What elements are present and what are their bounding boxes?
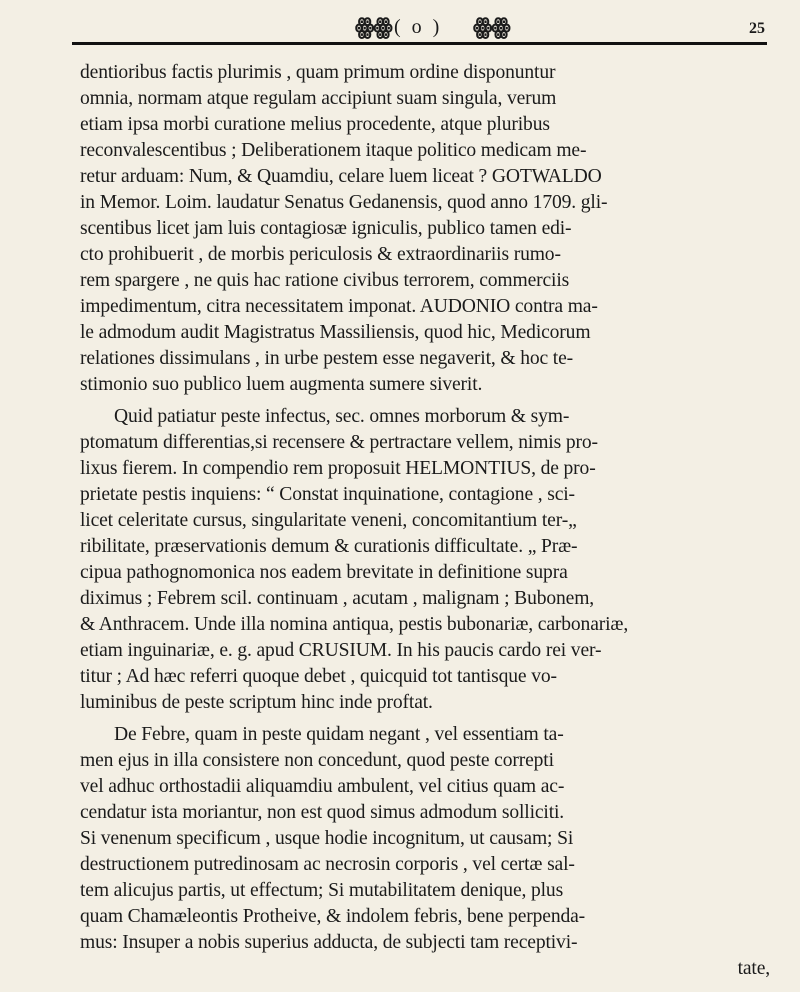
text-line: luminibus de peste scriptum hinc inde proftat. [80, 692, 433, 713]
text-line: ptomatum differentias,si recensere & pertractare vellem, nimis pro- [80, 432, 598, 453]
text-line: titur ; Ad hæc referri quoque debet , quicquid tot tantisque vo- [80, 666, 557, 687]
page-body [80, 60, 770, 982]
text-line: men ejus in illa consistere non concedunt, quod peste correpti [80, 750, 554, 771]
text-line: etiam ipsa morbi curatione melius procedente, atque pluribus [80, 114, 550, 135]
text-line: stimonio suo publico luem augmenta sumere siverit. [80, 374, 483, 395]
text-line: vel adhuc orthostadii aliquamdiu ambulent, vel citius quam ac- [80, 776, 565, 797]
text-line: prietate pestis inquiens: “ Constat inquinatione, contagione , sci- [80, 484, 575, 505]
paragraph-3 [80, 722, 770, 956]
text-line: destructionem putredinosam ac necrosin corporis , vel certæ sal- [80, 854, 575, 875]
catchword: tate, [737, 958, 770, 979]
text-line: retur arduam: Num, & Quamdiu, celare luem liceat ? GOTWALDO [80, 166, 602, 187]
text-line: cto prohibuerit , de morbis periculosis & extraordinariis rumo- [80, 244, 561, 265]
text-line: cendatur ista moriantur, non est quod simus admodum solliciti. [80, 802, 565, 823]
text-line: rem spargere , ne quis hac ratione civibus terrorem, commerciis [80, 270, 570, 291]
text-line: tem alicujus partis, ut effectum; Si mutabilitatem denique, plus [80, 880, 564, 901]
text-line: scentibus licet jam luis contagiosæ igniculis, publico tamen edi- [80, 218, 572, 239]
text-line: le admodum audit Magistratus Massiliensis, quod hic, Medicorum [80, 322, 591, 343]
text-line: impedimentum, citra necessitatem imponat. AUDONIO contra ma- [80, 296, 598, 317]
text-line: ribilitate, præservationis demum & curationis difficultate. „ Præ- [80, 536, 578, 557]
header-rule [72, 42, 767, 45]
paragraph-1 [80, 60, 770, 398]
ornament-right-icon: ꙮꙮ [473, 14, 510, 39]
text-line: reconvalescentibus ; Deliberationem itaque politico medicam me- [80, 140, 587, 161]
ornament-left-icon: ꙮꙮ [355, 14, 392, 39]
text-line: relationes dissimulans , in urbe pestem esse negaverit, & hoc te- [80, 348, 574, 369]
text-line: cipua pathognomonica nos eadem brevitate in definitione supra [80, 562, 568, 583]
text-line: Quid patiatur peste infectus, sec. omnes morborum & sym- [114, 406, 570, 427]
signature-mark: ( o ) [394, 16, 443, 38]
text-line: dentioribus factis plurimis , quam primum ordine disponuntur [80, 62, 556, 83]
text-line: in Memor. Loim. laudatur Senatus Gedanensis, quod anno 1709. gli- [80, 192, 608, 213]
text-line: mus: Insuper a nobis superius adducta, de subjecti tam receptivi- [80, 932, 578, 953]
text-line: licet celeritate cursus, singularitate veneni, concomitantium ter-„ [80, 510, 577, 531]
text-line: Si venenum specificum , usque hodie incognitum, ut causam; Si [80, 828, 574, 849]
text-line: De Febre, quam in peste quidam negant , vel essentiam ta- [114, 724, 564, 745]
text-line: etiam inguinariæ, e. g. apud CRUSIUM. In his paucis cardo rei ver- [80, 640, 602, 661]
text-line: diximus ; Febrem scil. continuam , acutam , malignam ; Bubonem, [80, 588, 595, 609]
text-line: lixus fierem. In compendio rem proposuit HELMONTIUS, de pro- [80, 458, 596, 479]
text-line: & Anthracem. Unde illa nomina antiqua, pestis bubonariæ, carbonariæ, [80, 614, 629, 635]
text-line: omnia, normam atque regulam accipiunt suam singula, verum [80, 88, 557, 109]
page-number: 25 [749, 20, 765, 37]
paragraph-2 [80, 404, 770, 716]
text-line: quam Chamæleontis Protheive, & indolem febris, bene perpenda- [80, 906, 586, 927]
